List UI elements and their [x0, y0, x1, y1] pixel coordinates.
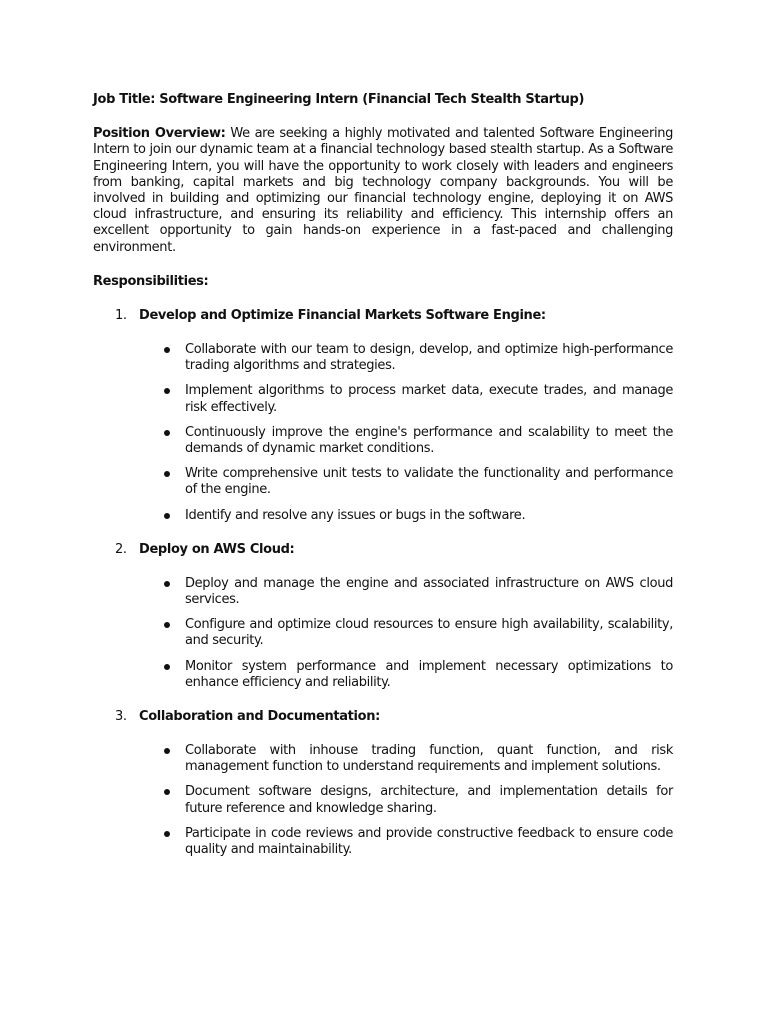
list-item — [93, 466, 673, 498]
bullet-list — [93, 576, 673, 691]
bullet-icon — [164, 430, 170, 436]
bullet-list — [93, 743, 673, 858]
bullet-icon — [164, 831, 170, 837]
section-heading — [93, 542, 673, 558]
list-item-text: Continuously improve the engine's performance and scalability to meet the demands of dynamic market conditions. — [185, 424, 673, 457]
bullet-icon — [164, 581, 170, 587]
section-title: Develop and Optimize Financial Markets Software Engine: — [139, 308, 546, 324]
list-item-text: Write comprehensive unit tests to validate the functionality and performance of the engine. — [185, 466, 673, 498]
list-item — [93, 826, 673, 858]
list-item-text: Participate in code reviews and provide constructive feedback to ensure code quality and maintainability. — [185, 825, 673, 858]
bullet-icon — [164, 513, 170, 519]
list-item-text: Implement algorithms to process market data, execute trades, and manage risk effectively. — [185, 383, 673, 415]
section-heading — [93, 308, 673, 324]
overview-text: We are seeking a highly motivated and talented Software Engineering Intern to join our dynamic team at a financial technology based stealth startup. As a Software Engineering Intern, you will have the opportunity to work closely with leaders and engineers from banking, capital markets and big technology company backgrounds. You will be involved in building and optimizing our financial technology engine, deploying it on AWS cloud infrastructure, and ensuring its reliability and efficiency. This internship offers an excellent opportunity to gain hands-on experience in a fast-paced and challenging environment. — [93, 126, 673, 255]
bullet-icon — [164, 347, 170, 353]
bullet-icon — [164, 388, 170, 394]
list-item — [93, 743, 673, 775]
list-item — [93, 659, 673, 691]
section-heading — [93, 709, 673, 725]
section-number: 2. — [115, 541, 127, 557]
list-item — [93, 576, 673, 608]
job-title: Job Title: Software Engineering Intern (Financial Tech Stealth Startup) — [93, 92, 585, 107]
list-item-text: Deploy and manage the engine and associated infrastructure on AWS cloud services. — [185, 575, 673, 608]
section-number: 1. — [115, 308, 127, 324]
list-item — [93, 342, 673, 374]
list-item — [93, 784, 673, 816]
list-item-text: Monitor system performance and implement necessary optimizations to enhance efficiency and reliability. — [185, 658, 673, 690]
bullet-icon — [164, 471, 170, 477]
list-item-text: Document software designs, architecture, and implementation details for future reference and knowledge sharing. — [185, 784, 673, 816]
bullet-icon — [164, 748, 170, 754]
list-item-text: Collaborate with our team to design, develop, and optimize high-performance trading algorithms and strategies. — [185, 342, 673, 374]
section-number: 3. — [115, 709, 127, 725]
section-deploy-aws — [93, 542, 673, 691]
list-item — [93, 383, 673, 415]
bullet-icon — [164, 664, 170, 670]
overview-label: Position Overview: — [93, 126, 226, 142]
list-item — [93, 508, 673, 524]
bullet-list — [93, 342, 673, 524]
bullet-icon — [164, 622, 170, 628]
responsibilities-heading: Responsibilities: — [93, 273, 209, 289]
document-page — [93, 92, 673, 867]
list-item — [93, 617, 673, 649]
section-title: Deploy on AWS Cloud: — [139, 541, 295, 557]
section-collaboration — [93, 709, 673, 858]
list-item — [93, 425, 673, 457]
list-item-text: Configure and optimize cloud resources to ensure high availability, scalability, and security. — [185, 617, 673, 649]
position-overview — [93, 126, 673, 256]
section-develop-optimize — [93, 308, 673, 524]
bullet-icon — [164, 789, 170, 795]
list-item-text: Identify and resolve any issues or bugs in the software. — [185, 507, 526, 523]
section-title: Collaboration and Documentation: — [139, 709, 380, 725]
list-item-text: Collaborate with inhouse trading function, quant function, and risk management function to understand requirements and implement solutions. — [185, 743, 673, 775]
